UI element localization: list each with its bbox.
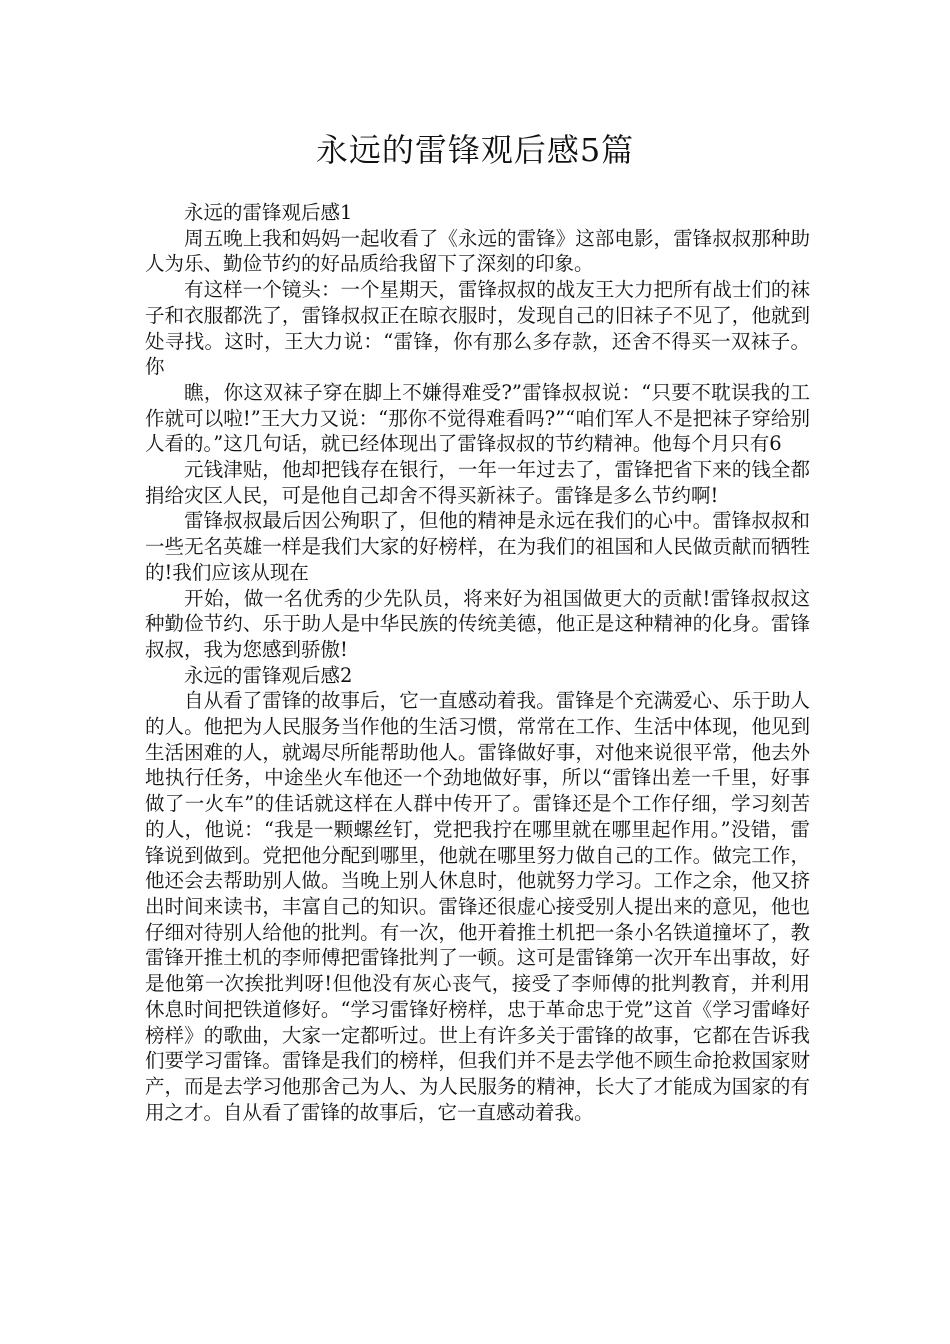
paragraph: 雷锋叔叔最后因公殉职了，但他的精神是永远在我们的心中。雷锋叔叔和一些无名英雄一样是我们大家的好榜样，在为我们的祖国和人民做贡献而牺牲的!我们应该从现在 — [145, 509, 810, 584]
paragraph: 开始，做一名优秀的少先队员，将来好为祖国做更大的贡献!雷锋叔叔这种勤俭节约、乐于助人是中华民族的传统美德，他正是这种精神的化身。雷锋叔叔，我为您感到骄傲! — [145, 586, 810, 661]
paragraph: 元钱津贴，他却把钱存在银行，一年一年过去了，雷锋把省下来的钱全都捐给灾区人民，可是他自己却舍不得买新袜子。雷锋是多么节约啊! — [145, 458, 810, 507]
document-title: 永远的雷锋观后感5篇 — [315, 131, 635, 169]
document-body — [145, 200, 810, 1125]
paragraph: 自从看了雷锋的故事后，它一直感动着我。雷锋是个充满爱心、乐于助人的人。他把为人民服务当作他的生活习惯，常常在工作、生活中体现，他见到生活困难的人，就竭尽所能帮助他人。雷锋做好事，对他来说很平常，他去外地执行任务，中途坐火车他还一个劲地做好事，所以“雷锋出差一千里，好事做了一火车”的佳话就这样在人群中传开了。雷锋还是个工作仔细，学习刻苦的人，他说：“我是一颗螺丝钉，党把我拧在哪里就在哪里起作用。”没错，雷锋说到做到。党把他分配到哪里，他就在哪里努力做自己的工作。做完工作，他还会去帮助别人做。当晚上别人休息时，他就努力学习。工作之余，他又挤出时间来读书，丰富自己的知识。雷锋还很虚心接受别人提出来的意见，他也仔细对待别人给他的批判。有一次，他开着推土机把一条小名铁道撞坏了，教雷锋开推土机的李师傅把雷锋批判了一顿。这可是雷锋第一次开车出事故，好是他第一次挨批判呀!但他没有灰心丧气，接受了李师傅的批判教育，并利用休息时间把铁道修好。“学习雷锋好榜样，忠于革命忠于党”这首《学习雷峰好榜样》的歌曲，大家一定都听过。世上有许多关于雷锋的故事，它都在告诉我们要学习雷锋。雷锋是我们的榜样，但我们并不是去学他不顾生命抢救国家财产，而是去学习他那舍己为人、为人民服务的精神，长大了才能成为国家的有用之才。自从看了雷锋的故事后，它一直感动着我。 — [145, 689, 810, 1124]
section-heading-1: 永远的雷锋观后感1 — [184, 201, 353, 224]
paragraph: 有这样一个镜头：一个星期天，雷锋叔叔的战友王大力把所有战士们的袜子和衣服都洗了，雷锋叔叔正在晾衣服时，发现自己的旧袜子不见了，他就到处寻找。这时，王大力说：“雷锋，你有那么多存款，还舍不得买一双袜子。你 — [145, 278, 810, 379]
paragraph: 周五晚上我和妈妈一起收看了《永远的雷锋》这部电影，雷锋叔叔那种助人为乐、勤俭节约的好品质给我留下了深刻的印象。 — [145, 226, 810, 276]
paragraph: 瞧，你这双袜子穿在脚上不嫌得难受?”雷锋叔叔说：“只要不耽误我的工作就可以啦!”王大力又说：“那你不觉得难看吗?”“咱们军人不是把袜子穿给别人看的。”这几句话，就已经体现出了雷锋叔叔的节约精神。他每个月只有6 — [145, 380, 810, 456]
section-heading-2: 永远的雷锋观后感2 — [184, 663, 353, 687]
